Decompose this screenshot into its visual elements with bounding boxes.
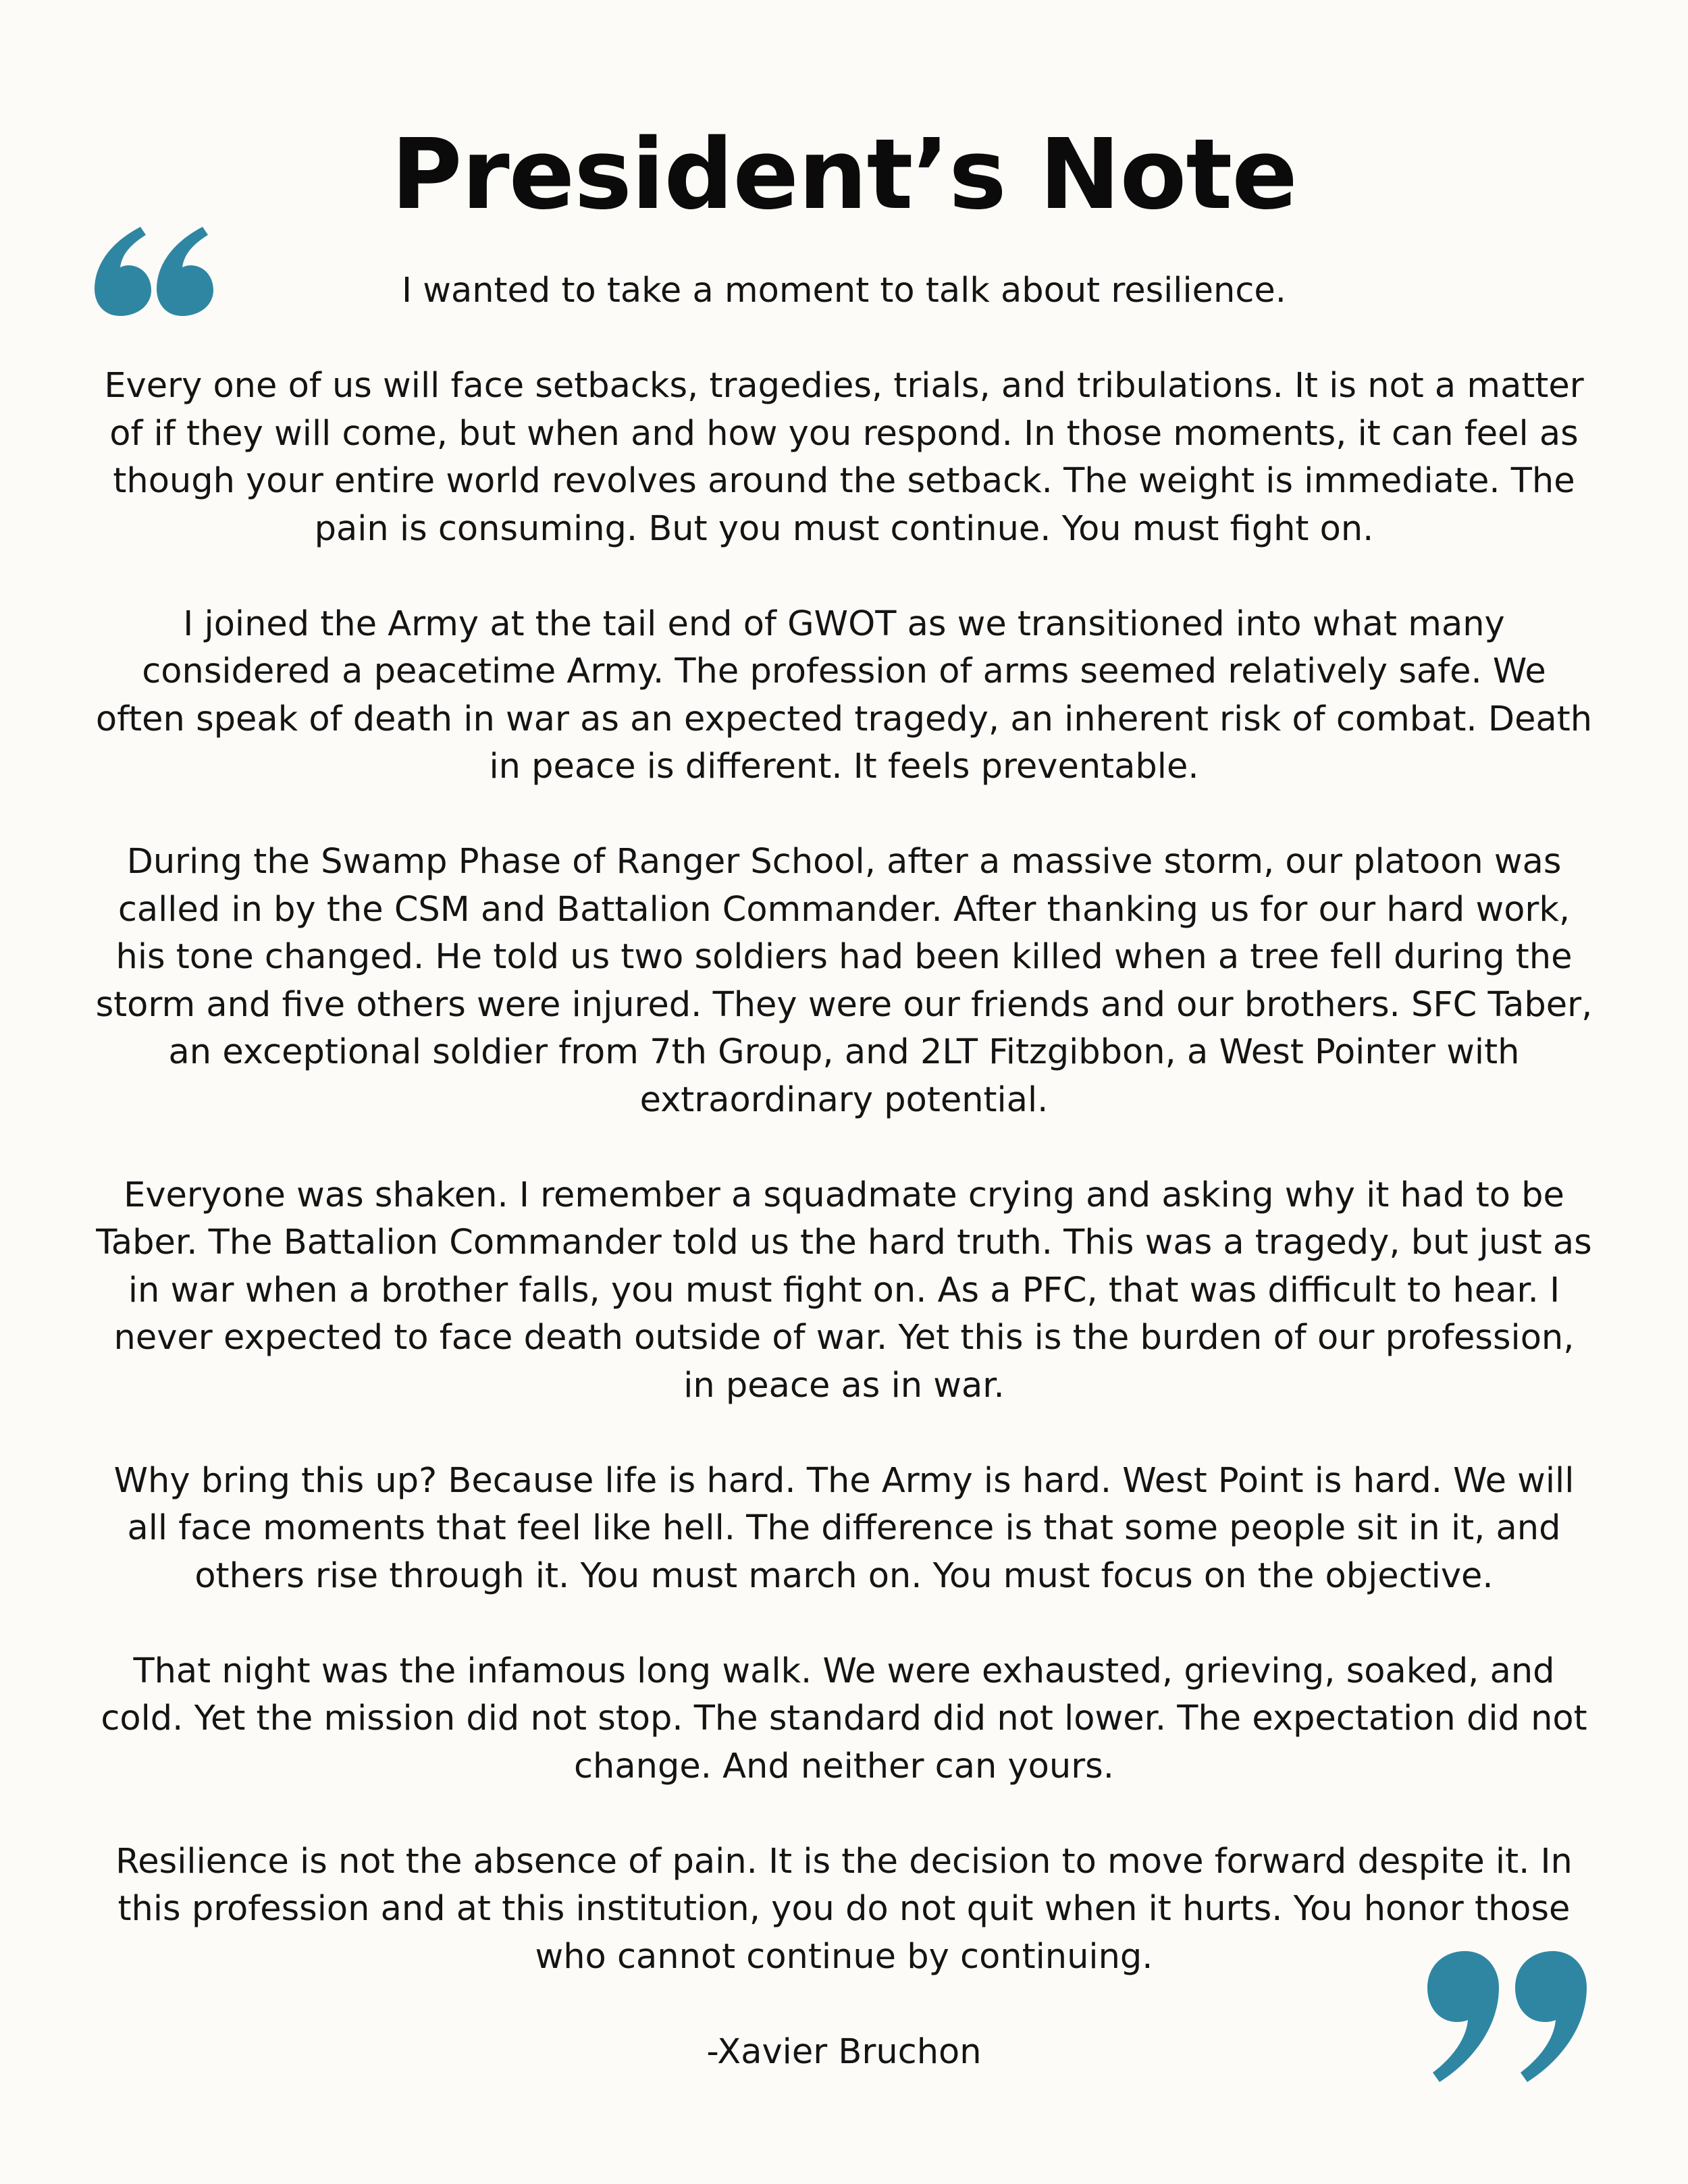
close-quote-right-mark — [1515, 1951, 1587, 2082]
paragraph-shaken: Everyone was shaken. I remember a squadmate crying and asking why it had to be Taber. The Battalion Commander told us the hard truth. This was a tragedy, but just as in war when a brother falls, you must fight on. As a PFC, that was difficult to hear. I never expected to face death outside of war. Yet this is the burden of our profession, in peace as in war. — [96, 1175, 1592, 1406]
page-title: President’s Note — [391, 117, 1297, 231]
paragraph-ranger-school: During the Swamp Phase of Ranger School, after a massive storm, our platoon was called in by the CSM and Battalion Commander. After thanking us for our hard work, his tone changed. He told us two soldiers had been killed when a tree fell during the storm and five others were injured. They were our friends and our brothers. SFC Taber, an exceptional soldier from 7th Group, and 2LT Fitzgibbon, a West Pointer with extraordinary potential. — [95, 842, 1593, 1120]
paragraph-setbacks: Every one of us will face setbacks, tragedies, trials, and tribulations. It is not a matter of if they will come, but when and how you respond. In those moments, it can feel as though your entire world revolves around the setback. The weight is immediate. The pain is consuming. But you must continue. You must fight on. — [104, 366, 1584, 549]
paragraph-army: I joined the Army at the tail end of GWOT as we transitioned into what many considered a peacetime Army. The profession of arms seemed relatively safe. We often speak of death in war as an expected tragedy, an inherent risk of combat. Death in peace is different. It feels preventable. — [95, 604, 1593, 787]
paragraph-long-walk: That night was the infamous long walk. We were exhausted, grieving, soaked, and cold. Yet the mission did not stop. The standard did not lower. The expectation did not change. And neither can yours. — [101, 1651, 1587, 1786]
paragraph-resilience: Resilience is not the absence of pain. It is the decision to move forward despite it. In this profession and at this institution, you do not quit when it hurts. You honor those who cannot continue by continuing. — [115, 1841, 1573, 1977]
signature: -Xavier Bruchon — [706, 2031, 982, 2072]
letter-body — [95, 267, 1593, 2076]
close-quote-icon — [1426, 1950, 1595, 2085]
paragraph-intro: I wanted to take a moment to talk about resilience. — [402, 271, 1286, 311]
close-quote-left-mark — [1427, 1951, 1499, 2082]
paragraph-why: Why bring this up? Because life is hard. The Army is hard. West Point is hard. We will all face moments that feel like hell. The difference is that some people sit in it, and others rise through it. You must march on. You must focus on the objective. — [113, 1460, 1575, 1596]
